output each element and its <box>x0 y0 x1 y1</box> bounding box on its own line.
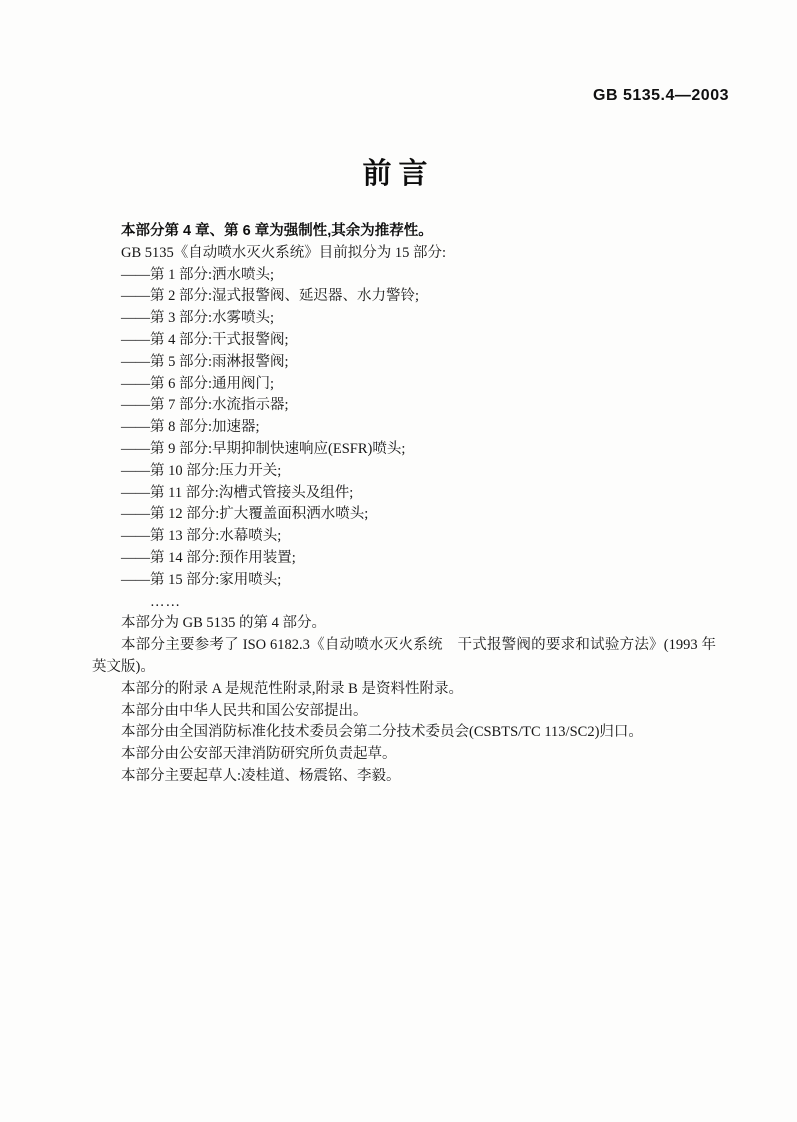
part-line: ——第 1 部分:洒水喷头; <box>121 266 275 283</box>
part-line: ——第 5 部分:雨淋报警阀; <box>121 353 289 370</box>
part-line: ——第 11 部分:沟槽式管接头及组件; <box>121 484 354 501</box>
foreword-body <box>92 221 716 788</box>
part-line: ——第 9 部分:早期抑制快速响应(ESFR)喷头; <box>121 440 406 457</box>
foreword-paragraphs <box>92 613 716 787</box>
parts-list <box>92 265 716 592</box>
part-line: ——第 3 部分:水雾喷头; <box>121 310 275 327</box>
part-line: ——第 13 部分:水幕喷头; <box>121 528 282 545</box>
standard-code: GB 5135.4—2003 <box>593 87 729 104</box>
foreword-paragraph: 本部分为 GB 5135 的第 4 部分。 <box>121 615 327 632</box>
part-line: ——第 2 部分:湿式报警阀、延迟器、水力警铃; <box>121 288 420 305</box>
page-title: 前言 <box>362 158 435 190</box>
part-line: ——第 15 部分:家用喷头; <box>121 571 282 588</box>
ellipsis-line: …… <box>150 593 181 610</box>
scope-note: 本部分第 4 章、第 6 章为强制性,其余为推荐性。 <box>121 223 433 239</box>
foreword-paragraph: 本部分主要起草人:凌桂道、杨震铭、李毅。 <box>121 767 401 784</box>
foreword-paragraph: 本部分的附录 A 是规范性附录,附录 B 是资料性附录。 <box>121 680 463 697</box>
foreword-paragraph: 本部分由公安部天津消防研究所负责起草。 <box>121 746 397 763</box>
part-line: ——第 4 部分:干式报警阀; <box>121 331 289 348</box>
foreword-paragraph: 本部分主要参考了 ISO 6182.3《自动喷水灭火系统 干式报警阀的要求和试验方法》(1993 年英文版)。 <box>92 637 716 675</box>
foreword-paragraph: 本部分由中华人民共和国公安部提出。 <box>121 702 368 719</box>
foreword-paragraph: 本部分由全国消防标准化技术委员会第二分技术委员会(CSBTS/TC 113/SC2)归口。 <box>121 724 643 741</box>
part-line: ——第 14 部分:预作用装置; <box>121 549 296 566</box>
part-line: ——第 7 部分:水流指示器; <box>121 397 289 414</box>
part-line: ——第 12 部分:扩大覆盖面积洒水喷头; <box>121 506 369 523</box>
part-line: ——第 8 部分:加速器; <box>121 419 260 436</box>
part-line: ——第 10 部分:压力开关; <box>121 462 282 479</box>
series-intro: GB 5135《自动喷水灭火系统》目前拟分为 15 部分: <box>121 244 447 261</box>
part-line: ——第 6 部分:通用阀门; <box>121 375 275 392</box>
